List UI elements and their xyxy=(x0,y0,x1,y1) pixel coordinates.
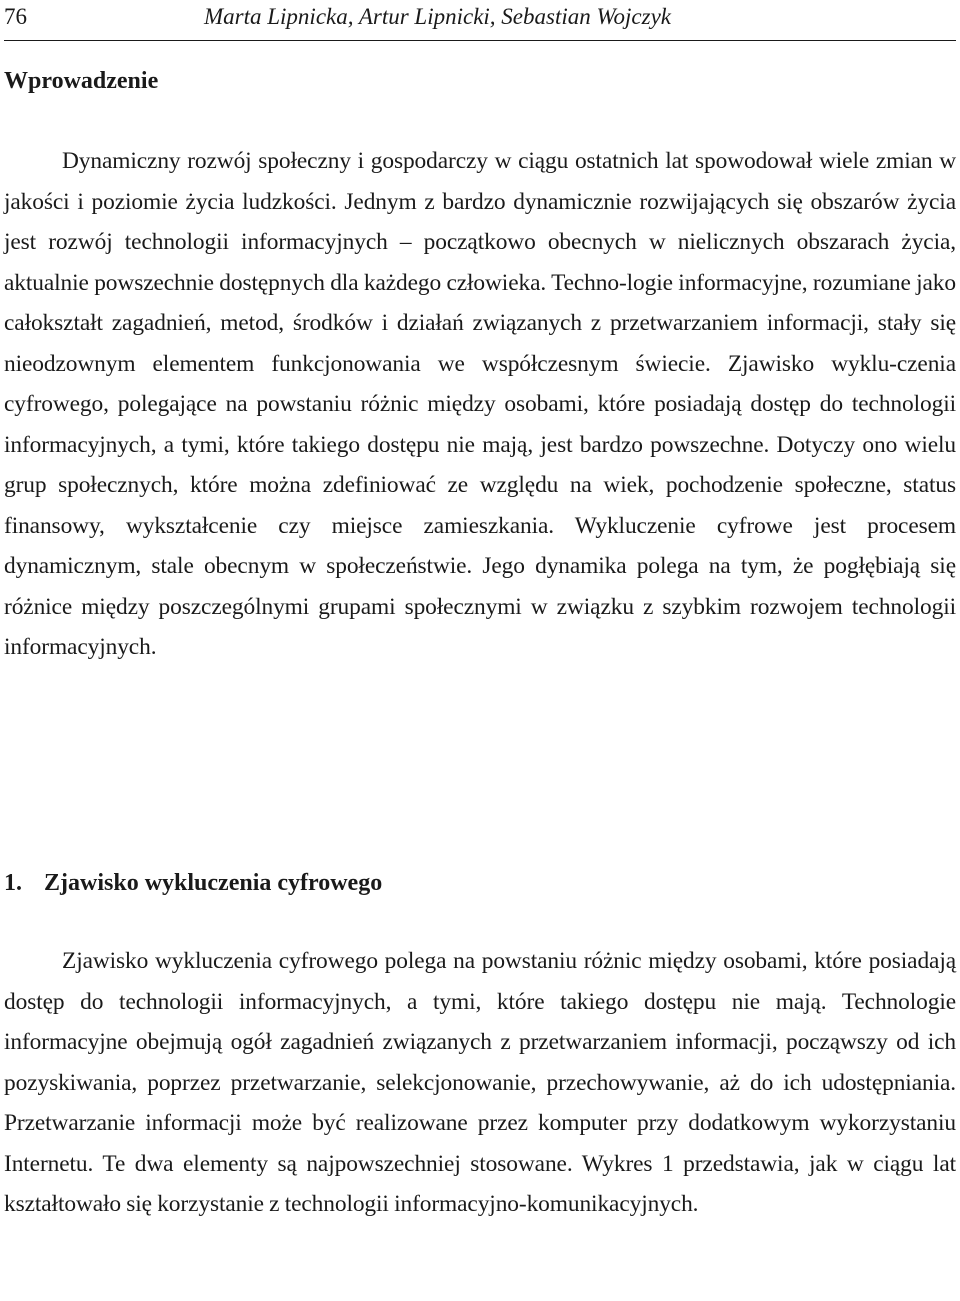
section-paragraph: Zjawisko wykluczenia cyfrowego polega na powstaniu różnic między osobami, które posiadają dostęp do technologii informacyjnych, a tymi, które takiego dostępu nie mają. Technologie informacyjne obejmują ogół zagadnień związanych z przetwarzaniem informacji, począwszy od ich pozyskiwania, poprzez przetwarzanie, selekcjonowanie, przechowywanie, aż do ich udostępniania. Przetwarzanie informacji może być realizowane przez komputer przy dodatkowym wykorzystaniu Internetu. Te dwa elementy są najpowszechniej stosowane. Wykres 1 przedstawia, jak w ciągu lat kształtowało się korzystanie z technologii informacyjno-komunikacyjnych. xyxy=(4,948,956,1217)
running-header xyxy=(4,0,956,41)
page-number: 76 xyxy=(4,4,27,29)
section-title: Zjawisko wykluczenia cyfrowego xyxy=(44,870,383,896)
running-head-authors: Marta Lipnicka, Artur Lipnicki, Sebastian Wojczyk xyxy=(204,4,671,29)
section-heading xyxy=(4,868,382,898)
intro-heading: Wprowadzenie xyxy=(4,68,159,94)
section-number: 1. xyxy=(4,870,22,896)
intro-paragraph: Dynamiczny rozwój społeczny i gospodarczy w ciągu ostatnich lat spowodował wiele zmian w jakości i poziomie życia ludzkości. Jednym z bardzo dynamicznie rozwijających się obszarów życia jest rozwój technologii informacyjnych – początkowo obecnych w nielicznych obszarach życia, aktualnie powszechnie dostępnych dla każdego człowieka. Techno-logie informacyjne, rozumiane jako całokształt zagadnień, metod, środków i działań związanych z przetwarzaniem informacji, stały się nieodzownym elementem funkcjonowania we współczesnym świecie. Zjawisko wyklu-czenia cyfrowego, polegające na powstaniu różnic między osobami, które posiadają dostęp do technologii informacyjnych, a tymi, które takiego dostępu nie mają, jest bardzo powszechne. Dotyczy ono wielu grup społecznych, które można zdefiniować ze względu na wiek, pochodzenie społeczne, status finansowy, wykształcenie czy miejsce zamieszkania. Wykluczenie cyfrowe jest procesem dynamicznym, stale obecnym w społeczeństwie. Jego dynamika polega na tym, że pogłębiają się różnice między poszczególnymi grupami społecznymi w związku z szybkim rozwojem technologii informacyjnych. xyxy=(4,148,956,660)
